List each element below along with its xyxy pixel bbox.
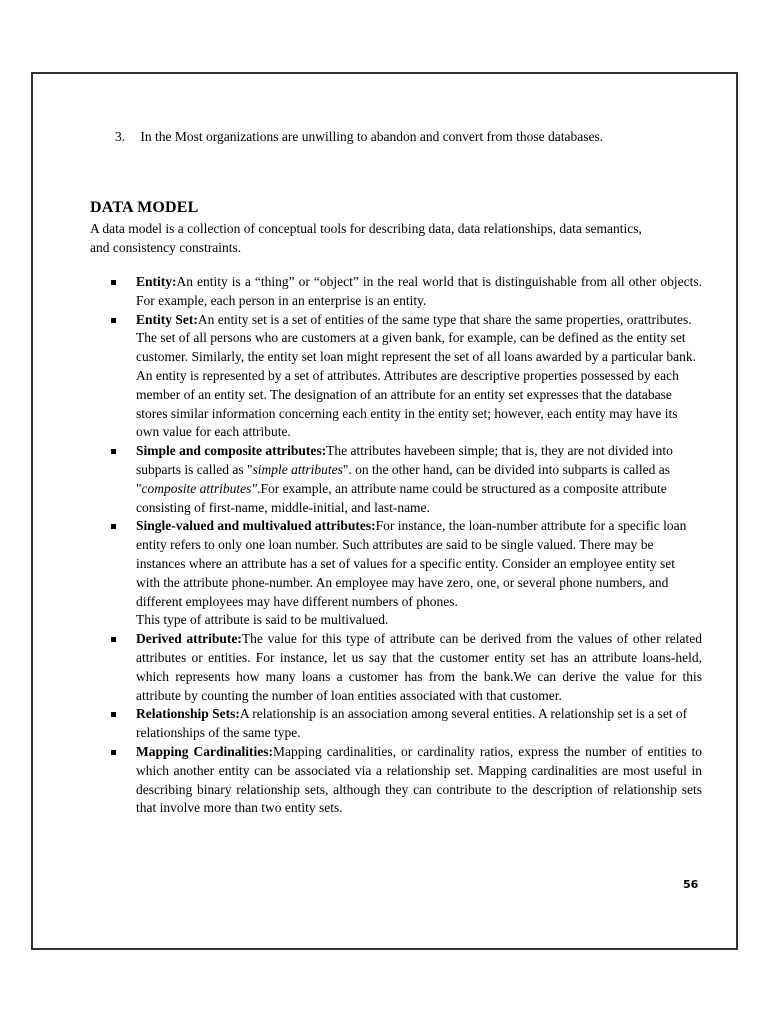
bullet-entity xyxy=(108,273,702,311)
term-text: An entity is a “thing” or “object” in the real world that is distinguishable from all other objects. For example, each person in an enterprise is an entity. xyxy=(136,274,702,308)
term-text: The value for this type of attribute can be derived from the values of other related attributes or entities. For instance, let us say that the customer entity set has an attribute loans-held, which represents how many loans a customer has from the bank.We can derive the value for this attribute by counting the number of loan entities associated with that customer. xyxy=(136,631,703,703)
term-label: Relationship Sets: xyxy=(136,706,240,722)
term-extra-paragraph: An entity is represented by a set of attributes. Attributes are descriptive properties possessed by each member of an entity set. The designation of an attribute for an entity set expresses that the database stores similar information concerning each entity in the entity set; however, each entity may have its own value for each attribute. xyxy=(136,367,679,440)
numbered-item-3 xyxy=(115,128,603,146)
intro-paragraph: A data model is a collection of conceptual tools for describing data, data relationships, data semantics, and consistency constraints. xyxy=(90,221,642,255)
term-label: Mapping Cardinalities: xyxy=(136,743,273,759)
term-text: A relationship is an association among several entities. A relationship set is a set of relationships of the same type. xyxy=(136,706,688,741)
square-bullet-icon xyxy=(111,637,116,642)
term-text: ". on the other hand, can be divided into subparts is called as " xyxy=(136,461,671,496)
section-heading: DATA MODEL xyxy=(90,199,199,216)
item-text: In the Most organizations are unwilling to abandon and convert from those databases. xyxy=(140,129,604,144)
square-bullet-icon xyxy=(111,449,116,454)
term-label: Derived attribute: xyxy=(136,631,242,647)
bullet-derived xyxy=(108,630,702,705)
square-bullet-icon xyxy=(111,280,116,285)
bullet-simple-composite xyxy=(108,442,702,517)
term-text: An entity set is a set of entities of the same type that share the same properties, orattributes. The set of all persons who are customers at a given bank, for example, can be defined as the entity set customer. Similarly, the entity set loan might represent the set of all loans awarded by a particular bank. xyxy=(136,311,696,365)
bullet-single-multivalued xyxy=(108,517,702,630)
item-number: 3. xyxy=(115,129,126,144)
term-label: Simple and composite attributes: xyxy=(136,443,327,459)
square-bullet-icon xyxy=(111,524,116,529)
term-label: Entity: xyxy=(136,274,177,289)
term-text: Mapping cardinalities, or cardinality ratios, express the number of entities to which another entity can be associated via a relationship set. Mapping cardinalities are most useful in describing binary relationship sets, although they can contribute to the description of relationship sets that involve more than two entity sets. xyxy=(136,743,702,816)
square-bullet-icon xyxy=(111,712,116,717)
square-bullet-icon xyxy=(111,318,116,323)
term-label: Single-valued and multivalued attributes: xyxy=(136,518,376,534)
term-extra-paragraph: This type of attribute is said to be multivalued. xyxy=(136,612,389,628)
bullet-entity-set xyxy=(108,311,702,443)
definition-list xyxy=(108,273,702,818)
bullet-mapping-cardinalities xyxy=(108,743,702,818)
page-number: 56 xyxy=(683,878,699,891)
term-text: .For example, an attribute name could be structured as a composite attribute consisting of first-name, middle-initial, and last-name. xyxy=(136,480,667,515)
square-bullet-icon xyxy=(111,750,116,755)
term-label: Entity Set: xyxy=(136,311,198,327)
italic-term: composite attributes" xyxy=(141,480,258,496)
term-text: For instance, the loan-number attribute for a specific loan entity refers to only one loan number. Such attributes are said to be single valued. There may be instances where an attribute has a set of values for a specific entity. Consider an employee entity set with the attribute phone-number. An employee may have zero, one, or several phone numbers, and different employees may have different numbers of phones. xyxy=(136,518,687,609)
bullet-relationship-sets xyxy=(108,705,702,743)
italic-term: simple attributes xyxy=(252,461,343,477)
term-text: The attributes havebeen simple; that is, they are not divided into subparts is called as " xyxy=(136,443,673,477)
